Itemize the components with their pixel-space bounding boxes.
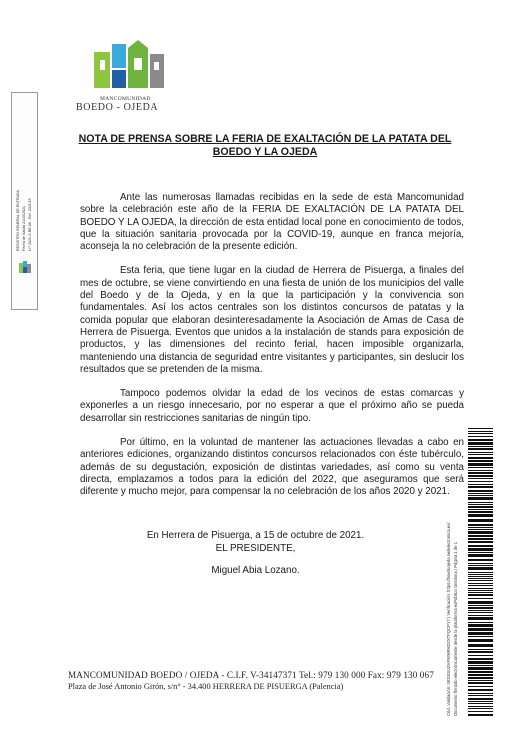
barcode-bar (468, 605, 493, 606)
barcode-bar (468, 446, 493, 447)
barcode-bar (468, 509, 493, 510)
barcode-bar (468, 470, 493, 471)
barcode-bar (468, 457, 493, 459)
stamp-line-1: REGISTRO GENERAL DE ENTRADA (16, 190, 20, 251)
barcode-bar (468, 665, 493, 666)
barcode-bar (468, 463, 493, 466)
barcode-bar (468, 594, 493, 596)
barcode-bar (468, 615, 493, 616)
barcode-bar (468, 490, 493, 492)
barcode-bar (468, 545, 493, 547)
barcode-bar (468, 497, 493, 500)
barcode-bar (468, 649, 493, 650)
paragraph: Esta feria, que tiene lugar en la ciudad de Herrera de Pisuerga, a finales del mes de octubre, se viene convirtiendo en una fiesta de unión de los municipios del valle del Boedo y de la Ojeda, y en la que la participación y la convivencia son fundamentales. Así los actos centrales son los distintos concursos de patatas y la comida popular que elaboran desinteresadamente la Asociación de Amas de Casa de Herrera de Pisuerga. Eventos que unidos a la instalación de stands para exposición de productos, y las dimensiones del recinto ferial, hacen imposible organizarla, manteniendo una distancia de seguridad entre visitantes y participantes, sin deslucir los resultados que se pretenden de la misma. (80, 265, 464, 375)
verification-text (444, 430, 466, 716)
barcode-bar (468, 574, 493, 575)
barcode-bar (468, 695, 493, 696)
barcode-bar (468, 680, 493, 681)
barcode-bar (468, 612, 493, 613)
barcode-bar (468, 486, 493, 488)
barcode-bar (468, 467, 493, 468)
barcode-bar (468, 585, 493, 586)
barcode-bar (468, 711, 493, 712)
barcode-bar (468, 598, 493, 599)
stamp-logo-icon (19, 261, 31, 273)
document-body (80, 192, 464, 511)
barcode-bar (468, 433, 493, 434)
barcode-bar (468, 590, 493, 591)
stamp-line-3: N.º 2021-S-RE-66 - Ref. 2021/15 (28, 198, 32, 251)
barcode-bar (468, 583, 493, 584)
barcode-bar (468, 454, 493, 455)
verification-line-2: Documento firmado electrónicamente desde la plataforma esPublico Gestiona | Página 1 de 1 (453, 541, 458, 716)
logo-name: BOEDO - OJEDA (76, 102, 159, 113)
barcode-bar (468, 572, 493, 573)
barcode-bar (468, 460, 493, 462)
paragraph: Tampoco podemos olvidar la edad de los vecinos de estas comarcas y exponerles a un riesgo innecesario, por no esperar a que el próximo año se pueda desarrollar sin restricciones sanitarias de ningún tipo. (80, 388, 464, 424)
barcode-bar (468, 686, 493, 687)
barcode-bar (468, 531, 493, 534)
barcode-bar (468, 524, 493, 526)
stamp-line-2: Fecha de Salida 21/10/2021 (22, 206, 26, 251)
barcode-bar (468, 706, 493, 707)
barcode-bar (468, 439, 493, 441)
barcode-bar (468, 580, 493, 581)
barcode-bar (468, 529, 493, 530)
footer-address: Plaza de José Antonio Girón, s/n° - 34.400 HERRERA DE PISUERGA (Palencia) (68, 682, 344, 691)
barcode-bar (468, 548, 493, 551)
barcode-bar (468, 502, 493, 503)
barcode-bar (468, 554, 493, 557)
barcode-bar (468, 563, 493, 564)
barcode-bar (468, 651, 493, 653)
verification-line-1: Cód. Validación: 3KDSSUZAFWMRHD2XTFQCPY7 | Verificación: https://boedoojeda.sedelectronica.es/ (446, 522, 451, 716)
barcode-bar (468, 504, 493, 505)
barcode-bar (468, 607, 493, 609)
barcode-bar (468, 617, 493, 620)
barcode-bar (468, 578, 493, 579)
barcode-bar (468, 639, 493, 642)
footer-contact: MANCOMUNIDAD BOEDO / OJEDA - C.I.F. V-34147371 Tel.: 979 130 000 Fax: 979 130 067 (68, 670, 434, 680)
barcode-bar (468, 601, 493, 604)
barcode-bar (468, 535, 493, 537)
barcode-bar (468, 519, 493, 522)
barcode-bar (468, 552, 493, 553)
barcode-bar (468, 428, 493, 429)
barcode-bar (468, 493, 493, 494)
barcode-bar (468, 448, 493, 450)
barcode-bar (468, 628, 493, 631)
barcode-bar (468, 671, 493, 673)
barcode-bar (468, 436, 493, 437)
barcode-bar (468, 592, 493, 593)
mancomunidad-logo (76, 40, 186, 113)
barcode-bar (468, 495, 493, 496)
barcode-bar (468, 636, 493, 637)
paragraph: Por último, en la voluntad de mantener las actuaciones llevadas a cabo en anteriores ediciones, organizando distintos concursos relacionados con éste tubérculo, además de su degustación, exposición de distintas variedades, así como su venta directa, emplazamos a todos para la edición del 2022, que aseguramos que será diferente y mucho mejor, para compensar la no celebración de los años 2020 y 2021. (80, 437, 464, 498)
barcode-bar (468, 610, 493, 611)
logo-small-text: MANCOMUNIDAD (100, 96, 151, 102)
barcode-bar (468, 576, 493, 577)
barcode-bar (468, 674, 493, 676)
barcode-bar (468, 689, 493, 691)
stamp-text-block (16, 151, 34, 251)
barcode-bar (468, 442, 493, 445)
barcode-bar (468, 677, 493, 679)
barcode-bar (468, 655, 493, 656)
signer-name: Miguel Abia Lozano. (211, 565, 300, 576)
barcode-bar (468, 565, 493, 566)
barcode (468, 428, 493, 716)
signer-role: EL PRESIDENTE, (215, 542, 296, 554)
barcode-bar (468, 701, 493, 702)
footer (68, 669, 478, 693)
barcode-bar (468, 667, 493, 670)
barcode-bar (468, 478, 493, 479)
barcode-bar (468, 693, 493, 694)
barcode-bar (468, 452, 493, 453)
barcode-bar (468, 632, 493, 635)
registration-stamp (11, 92, 38, 310)
barcode-bar (468, 506, 493, 508)
barcode-bar (468, 682, 493, 684)
barcode-bar (468, 431, 493, 432)
barcode-bar (468, 475, 493, 477)
barcode-bar (468, 538, 493, 540)
barcode-bar (468, 514, 493, 517)
place-date: En Herrera de Pisuerga, a 15 de octubre de 2021. (146, 530, 365, 541)
document-title: NOTA DE PRENSA SOBRE LA FERIA DE EXALTACIÓN DE LA PATATA DEL BOEDO Y LA OJEDA (78, 133, 452, 158)
barcode-bar (468, 624, 493, 627)
barcode-bar (468, 567, 493, 570)
barcode-bar (468, 541, 493, 543)
barcode-bar (468, 658, 493, 660)
signature-block (0, 530, 511, 578)
barcode-bar (468, 714, 493, 716)
barcode-bar (468, 698, 493, 700)
mancomunidad-logo-icon (92, 40, 170, 92)
barcode-bar (468, 588, 493, 589)
barcode-bar (468, 484, 493, 485)
barcode-bar (468, 472, 493, 474)
barcode-bar (468, 708, 493, 709)
barcode-bar (468, 559, 493, 561)
barcode-bar (468, 644, 493, 647)
barcode-bar (468, 511, 493, 513)
paragraph: Ante las numerosas llamadas recibidas en la sede de esta Mancomunidad sobre la celebración este año de la FERIA DE EXALTACIÓN DE LA PATATA DEL BOEDO Y LA OJEDA, la dirección de esta entidad local pone en conocimiento de todos, que la situación sanitaria provocada por la COVID-19, aunque en franca mejoría, aconseja la no celebración de la presente edición. (80, 192, 464, 253)
barcode-bar (468, 661, 493, 664)
barcode-bar (468, 622, 493, 623)
barcode-bar (468, 527, 493, 528)
barcode-bar (468, 481, 493, 482)
barcode-bar (468, 703, 493, 704)
